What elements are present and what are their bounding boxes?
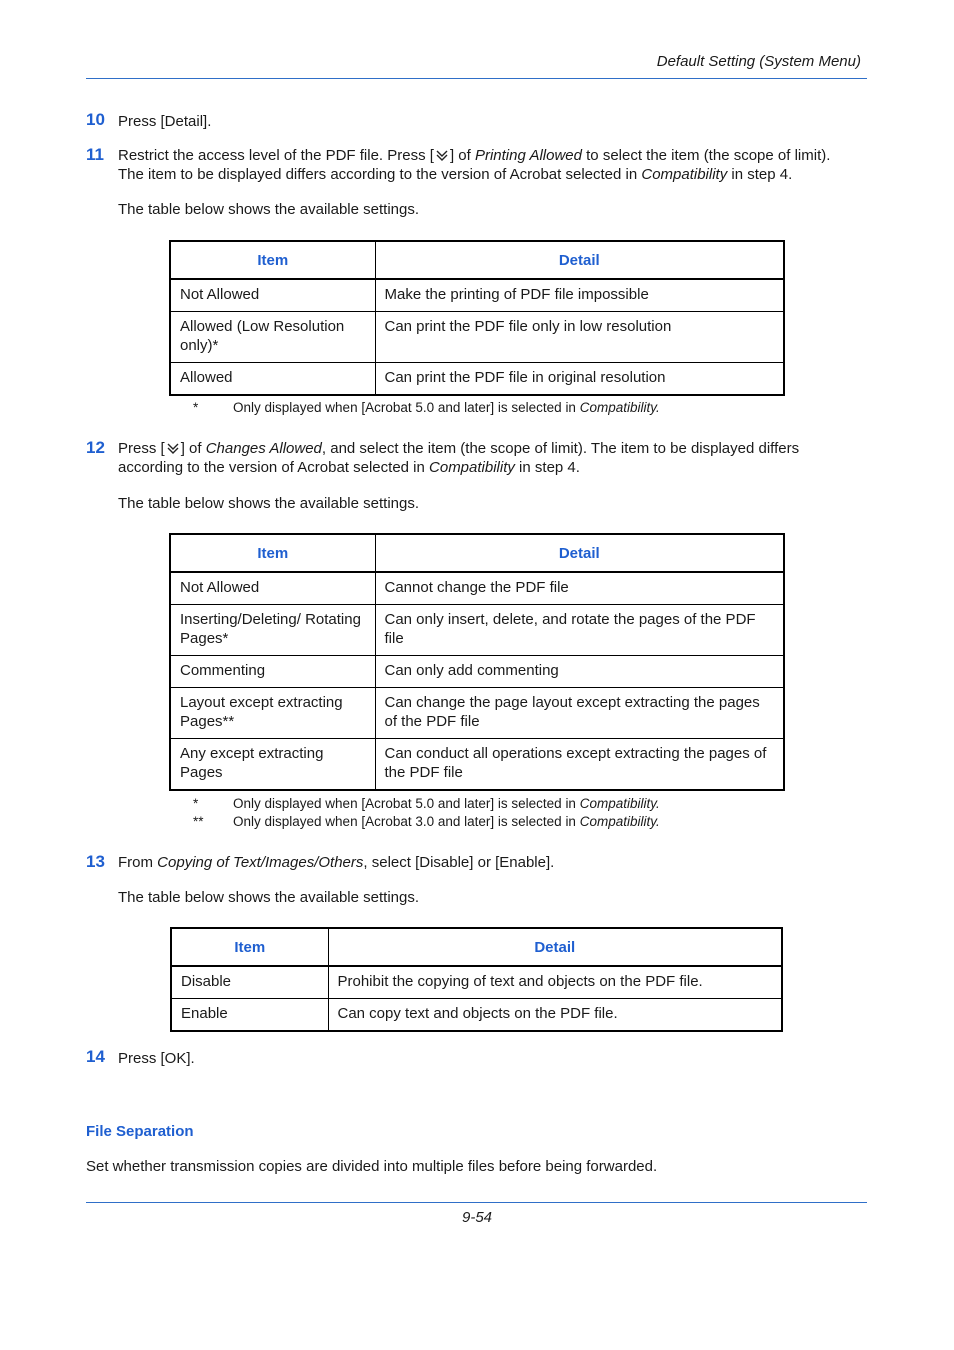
table-row: Inserting/Deleting/ Rotating Pages* Can only insert, delete, and rotate the pages of the PDF file xyxy=(170,605,784,656)
running-header: Default Setting (System Menu) xyxy=(656,53,861,70)
table-header-detail: Detail xyxy=(375,534,784,572)
footnote: * Only displayed when [Acrobat 5.0 and later] is selected in Compatibility. xyxy=(193,400,660,415)
table-row: Layout except extracting Pages** Can change the page layout except extracting the pages of the PDF file xyxy=(170,688,784,739)
step-14-text: Press [OK]. xyxy=(118,1050,195,1067)
table-3-intro: The table below shows the available settings. xyxy=(118,889,420,906)
table-row: Allowed (Low Resolution only)* Can print the PDF file only in low resolution xyxy=(170,312,784,363)
step-14-number: 14 xyxy=(86,1047,105,1066)
step-11-number: 11 xyxy=(86,145,104,164)
page-number: 9-54 xyxy=(461,1209,493,1226)
table-1-intro: The table below shows the available settings. xyxy=(118,201,420,218)
table-header-detail: Detail xyxy=(328,928,782,966)
table-row: Any except extracting Pages Can conduct all operations except extracting the pages of the PDF file xyxy=(170,739,784,791)
step-11-text: Restrict the access level of the PDF file. Press [ ] of Printing Allowed to select the item (the scope of limit). The item to be displayed differs according to the version of Acrobat selected in Compatibility in step 4. xyxy=(118,147,831,183)
double-chevron-down-icon xyxy=(434,148,450,162)
step-13-number: 13 xyxy=(86,852,105,871)
step-10-text: Press [Detail]. xyxy=(118,113,212,130)
printing-allowed-table xyxy=(169,240,785,396)
table-row: Not Allowed Make the printing of PDF file impossible xyxy=(170,279,784,312)
table-row: Allowed Can print the PDF file in original resolution xyxy=(170,363,784,396)
table-row: Enable Can copy text and objects on the PDF file. xyxy=(171,999,782,1032)
footnote: ** Only displayed when [Acrobat 3.0 and later] is selected in Compatibility. xyxy=(193,814,660,829)
step-12-text: Press [ ] of Changes Allowed, and select the item (the scope of limit). The item to be displayed differs according to the version of Acrobat selected in Compatibility in step 4. xyxy=(118,440,800,476)
table-row: Not Allowed Cannot change the PDF file xyxy=(170,572,784,605)
step-12-number: 12 xyxy=(86,438,105,457)
table-header-item: Item xyxy=(170,534,375,572)
table-row: Disable Prohibit the copying of text and objects on the PDF file. xyxy=(171,966,782,999)
footnote: * Only displayed when [Acrobat 5.0 and later] is selected in Compatibility. xyxy=(193,796,660,811)
table-header-item: Item xyxy=(171,928,328,966)
footer-rule xyxy=(86,1202,867,1203)
header-rule xyxy=(86,78,867,79)
table-row: Commenting Can only add commenting xyxy=(170,656,784,688)
step-10-number: 10 xyxy=(86,110,105,129)
step-13-text: From Copying of Text/Images/Others, select [Disable] or [Enable]. xyxy=(118,854,555,871)
table-header-detail: Detail xyxy=(375,241,784,279)
section-heading: File Separation xyxy=(86,1123,194,1140)
double-chevron-down-icon xyxy=(165,441,181,455)
changes-allowed-table xyxy=(169,533,785,791)
table-2-intro: The table below shows the available settings. xyxy=(118,495,420,512)
copying-table xyxy=(170,927,783,1032)
section-text: Set whether transmission copies are divided into multiple files before being forwarded. xyxy=(86,1158,658,1175)
table-header-item: Item xyxy=(170,241,375,279)
